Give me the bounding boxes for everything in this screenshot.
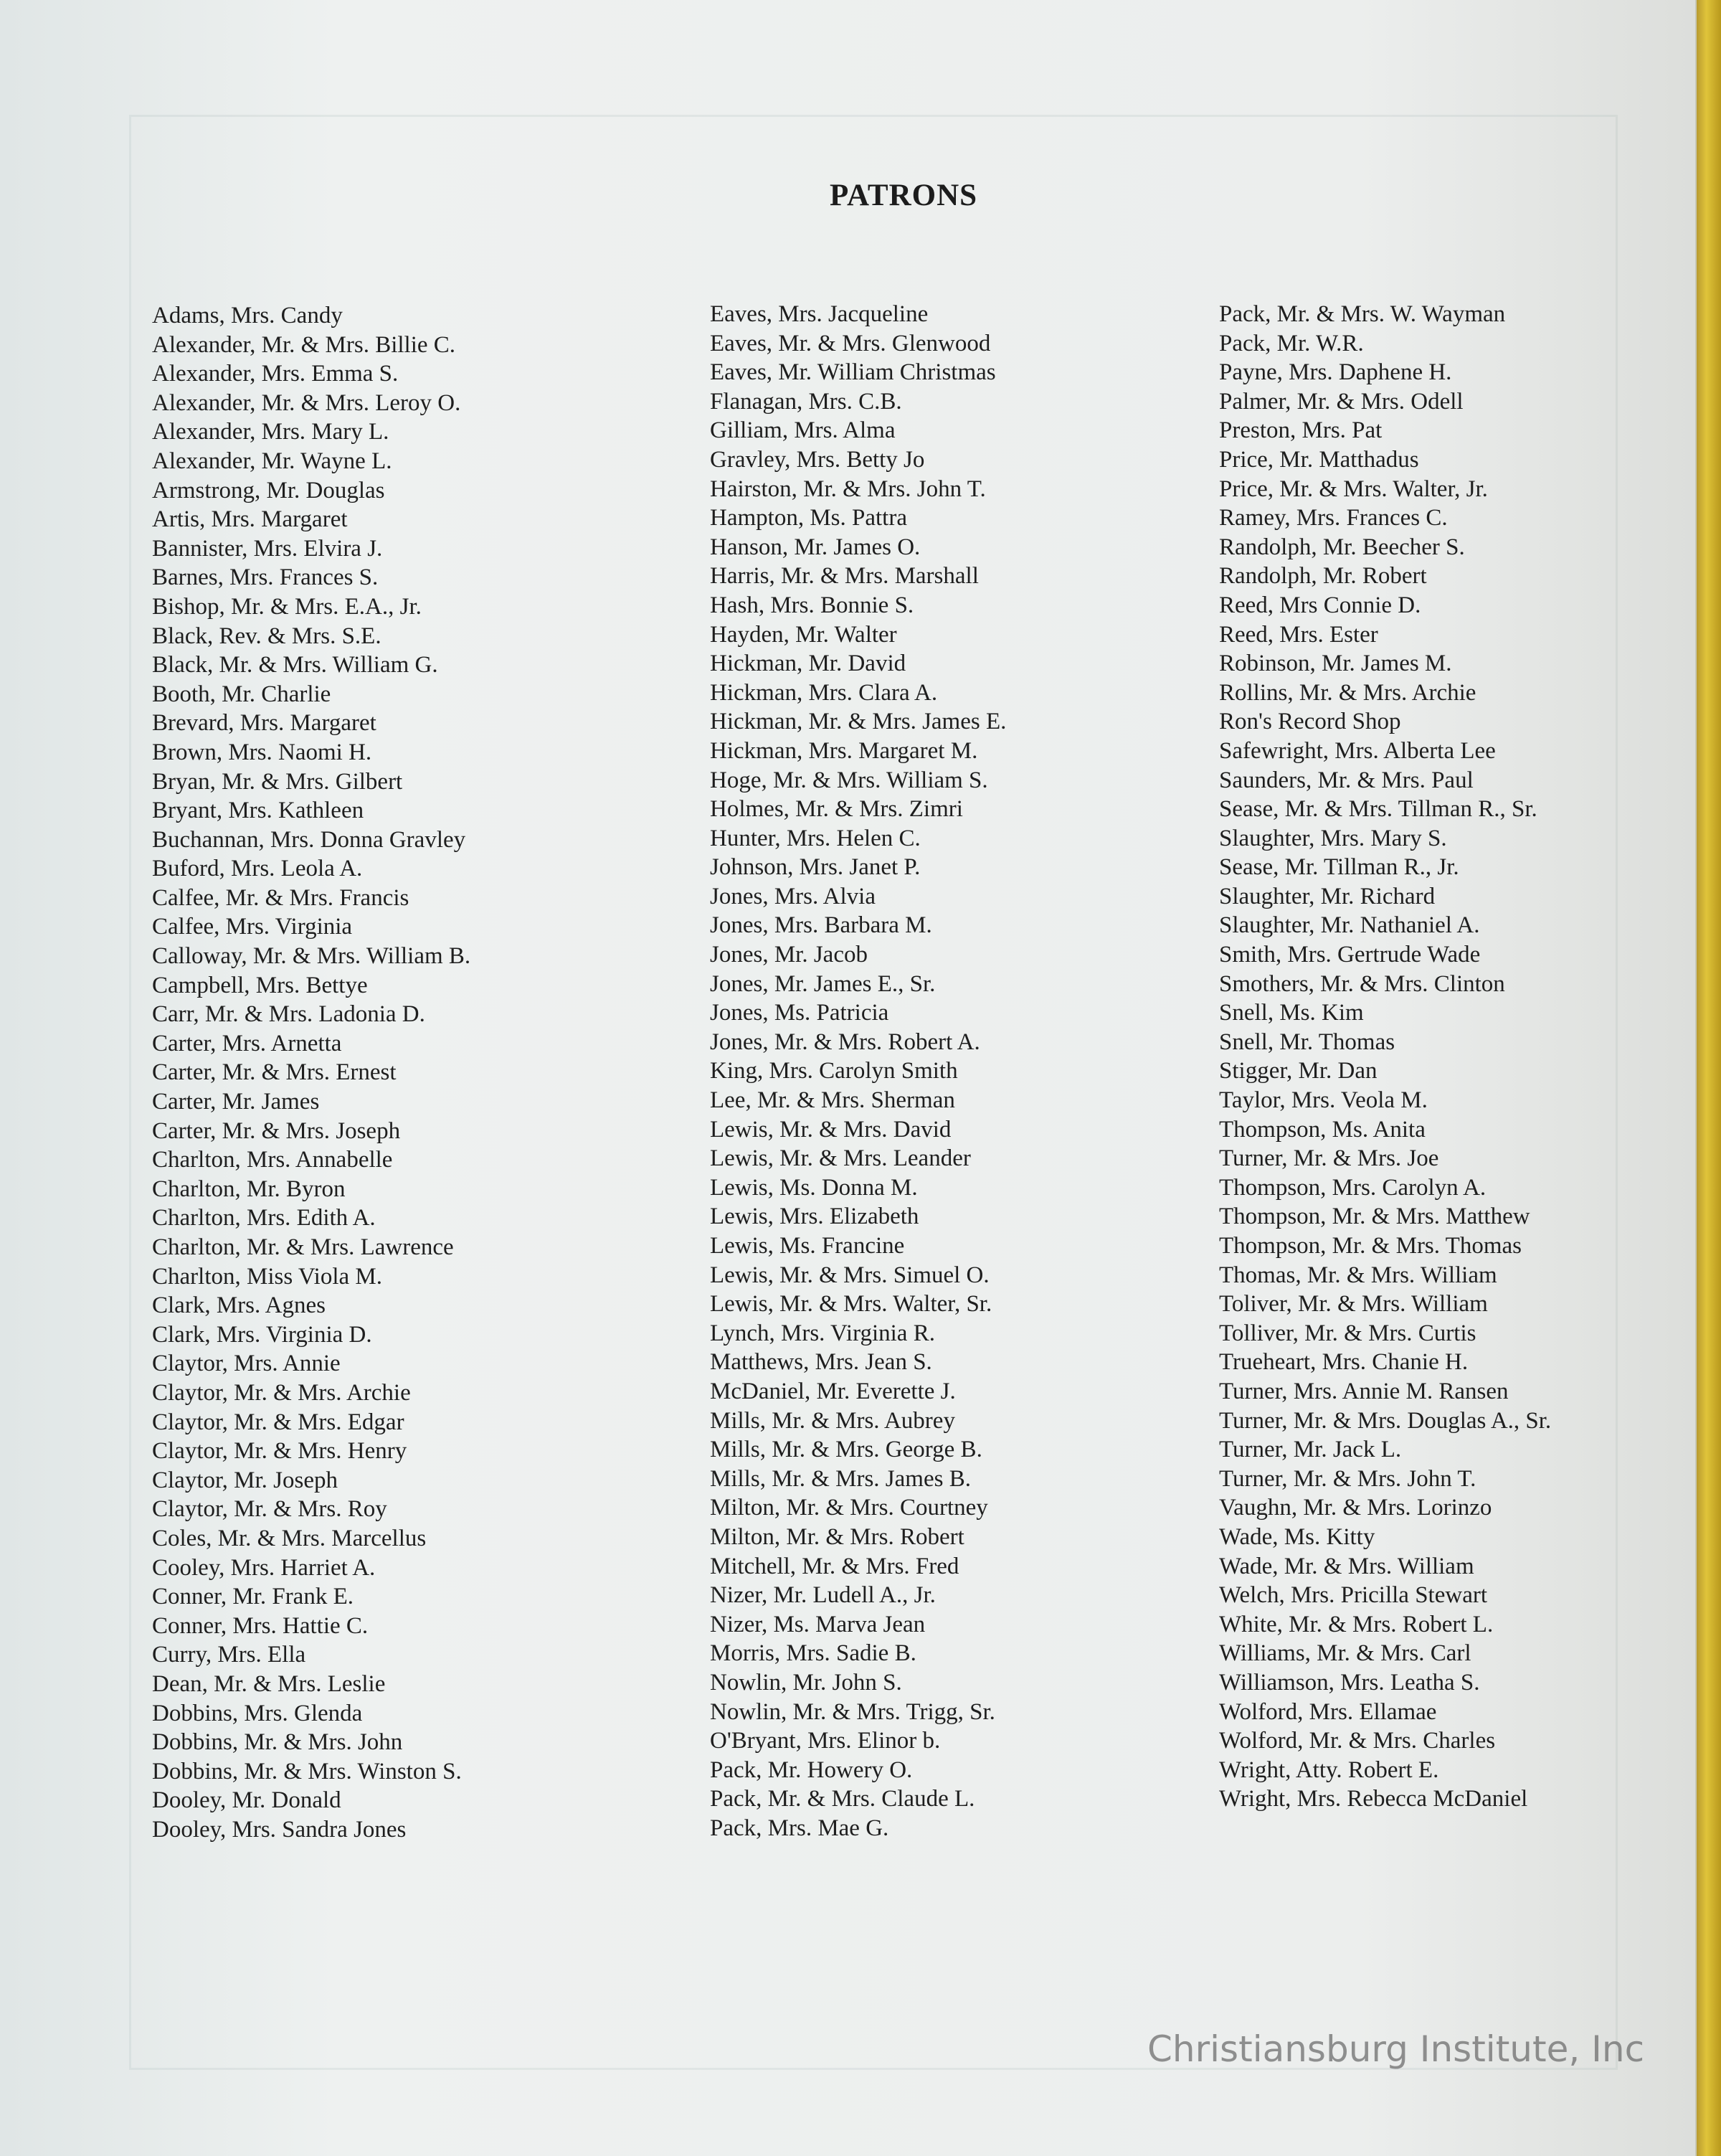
patron-entry: Pack, Mr. Howery O. [710, 1757, 913, 1783]
patron-entry: Alexander, Mrs. Emma S. [152, 361, 399, 387]
patron-entry: Slaughter, Mrs. Mary S. [1219, 825, 1447, 851]
patron-entry: Barnes, Mrs. Frances S. [152, 564, 379, 591]
patron-entry: Adams, Mrs. Candy [152, 303, 343, 328]
patron-entry: Brown, Mrs. Naomi H. [152, 739, 372, 765]
patron-entry: Lewis, Mr. & Mrs. Simuel O. [710, 1262, 990, 1288]
patron-entry: Gilliam, Mrs. Alma [710, 417, 896, 444]
patron-entry: Charlton, Mrs. Annabelle [152, 1147, 393, 1173]
page-title: PATRONS [829, 179, 978, 212]
patron-entry: Bryant, Mrs. Kathleen [152, 798, 364, 824]
patron-entry: Bishop, Mr. & Mrs. E.A., Jr. [152, 593, 422, 620]
patron-entry: Smith, Mrs. Gertrude Wade [1219, 942, 1481, 968]
patron-entry: Eaves, Mrs. Jacqueline [710, 301, 929, 327]
patron-entry: Nowlin, Mr. John S. [710, 1669, 902, 1696]
patron-entry: McDaniel, Mr. Everette J. [710, 1378, 956, 1404]
patron-entry: Lee, Mr. & Mrs. Sherman [710, 1087, 955, 1114]
patron-entry: Claytor, Mr. & Mrs. Henry [152, 1438, 407, 1465]
patron-entry: Toliver, Mr. & Mrs. William [1219, 1291, 1488, 1318]
patron-entry: Williamson, Mrs. Leatha S. [1219, 1669, 1480, 1696]
patron-entry: Mills, Mr. & Mrs. George B. [710, 1437, 982, 1463]
patron-entry: Mitchell, Mr. & Mrs. Fred [710, 1553, 959, 1579]
patron-entry: Hickman, Mr. David [710, 651, 906, 677]
patron-entry: Hunter, Mrs. Helen C. [710, 825, 921, 851]
patron-entry: Alexander, Mr. & Mrs. Leroy O. [152, 389, 461, 416]
patron-entry: Dooley, Mr. Donald [152, 1787, 341, 1814]
patron-entry: Black, Mr. & Mrs. William G. [152, 652, 438, 679]
patron-entry: Hickman, Mrs. Margaret M. [710, 737, 978, 764]
patron-entry: Lewis, Mrs. Elizabeth [710, 1204, 919, 1230]
patron-entry: Lewis, Mr. & Mrs. David [710, 1116, 952, 1143]
patron-entry: Saunders, Mr. & Mrs. Paul [1219, 767, 1474, 793]
patron-entry: Matthews, Mrs. Jean S. [710, 1349, 932, 1376]
patron-entry: Claytor, Mr. & Mrs. Edgar [152, 1409, 404, 1435]
patron-entry: Stigger, Mr. Dan [1219, 1058, 1378, 1084]
patron-entry: Tolliver, Mr. & Mrs. Curtis [1219, 1320, 1476, 1346]
patron-entry: Armstrong, Mr. Douglas [152, 477, 385, 503]
patron-entry: Hickman, Mrs. Clara A. [710, 679, 938, 706]
patron-entry: Conner, Mr. Frank E. [152, 1584, 354, 1610]
patron-entry: Sease, Mr. Tillman R., Jr. [1219, 854, 1459, 881]
patron-entry: Pack, Mrs. Mae G. [710, 1815, 889, 1841]
page-edge [1697, 0, 1721, 2156]
patron-entry: Buford, Mrs. Leola A. [152, 856, 363, 882]
patron-entry: Lewis, Mr. & Mrs. Walter, Sr. [710, 1291, 992, 1318]
patron-entry: Johnson, Mrs. Janet P. [710, 854, 921, 881]
patron-entry: Wolford, Mr. & Mrs. Charles [1219, 1728, 1496, 1754]
patron-entry: Dooley, Mrs. Sandra Jones [152, 1816, 407, 1843]
patron-entry: Turner, Mr. & Mrs. Joe [1219, 1145, 1439, 1172]
patron-entry: Vaughn, Mr. & Mrs. Lorinzo [1219, 1495, 1492, 1521]
patron-entry: O'Bryant, Mrs. Elinor b. [710, 1728, 941, 1754]
patron-entry: Smothers, Mr. & Mrs. Clinton [1219, 970, 1505, 997]
patron-entry: Alexander, Mr. & Mrs. Billie C. [152, 331, 456, 358]
patron-entry: Hairston, Mr. & Mrs. John T. [710, 476, 986, 502]
patron-entry: Payne, Mrs. Daphene H. [1219, 359, 1452, 386]
patron-entry: Wright, Mrs. Rebecca McDaniel [1219, 1786, 1528, 1812]
patron-entry: Milton, Mr. & Mrs. Robert [710, 1523, 964, 1550]
patron-entry: Thompson, Mr. & Mrs. Matthew [1219, 1204, 1530, 1230]
patron-entry: Ron's Record Shop [1219, 709, 1401, 735]
patron-entry: Booth, Mr. Charlie [152, 681, 331, 707]
patron-entry: Reed, Mrs. Ester [1219, 621, 1378, 648]
patron-entry: Turner, Mr. & Mrs. John T. [1219, 1465, 1476, 1492]
patron-entry: Charlton, Mr. & Mrs. Lawrence [152, 1234, 454, 1260]
patron-entry: Snell, Ms. Kim [1219, 1000, 1364, 1026]
patron-entry: Rollins, Mr. & Mrs. Archie [1219, 679, 1476, 706]
patron-entry: Conner, Mrs. Hattie C. [152, 1612, 369, 1639]
patron-entry: Palmer, Mr. & Mrs. Odell [1219, 388, 1464, 415]
patron-entry: Carr, Mr. & Mrs. Ladonia D. [152, 1001, 425, 1028]
patron-entry: Randolph, Mr. Beecher S. [1219, 534, 1465, 560]
patron-entry: Wolford, Mrs. Ellamae [1219, 1698, 1437, 1725]
patron-entry: Wright, Atty. Robert E. [1219, 1757, 1439, 1783]
patron-entry: Price, Mr. & Mrs. Walter, Jr. [1219, 476, 1488, 502]
patron-entry: Jones, Ms. Patricia [710, 1000, 889, 1026]
patron-entry: Curry, Mrs. Ella [152, 1642, 306, 1668]
patron-entry: Morris, Mrs. Sadie B. [710, 1640, 916, 1667]
patron-entry: Alexander, Mrs. Mary L. [152, 419, 389, 445]
patron-entry: Brevard, Mrs. Margaret [152, 710, 376, 737]
patron-entry: Jones, Mr. Jacob [710, 942, 868, 968]
patron-entry: Calloway, Mr. & Mrs. William B. [152, 943, 471, 970]
patron-entry: Wade, Mr. & Mrs. William [1219, 1553, 1474, 1579]
patron-entry: King, Mrs. Carolyn Smith [710, 1058, 958, 1084]
patron-entry: Jones, Mr. James E., Sr. [710, 970, 936, 997]
watermark: Christiansburg Institute, Inc [1147, 2028, 1645, 2070]
patron-entry: Dobbins, Mr. & Mrs. John [152, 1729, 403, 1756]
patron-entry: Wade, Ms. Kitty [1219, 1523, 1375, 1550]
patron-entry: Dobbins, Mr. & Mrs. Winston S. [152, 1758, 462, 1784]
patron-entry: Nizer, Ms. Marva Jean [710, 1611, 926, 1637]
patron-entry: Mills, Mr. & Mrs. Aubrey [710, 1407, 955, 1434]
patron-entry: Thompson, Mrs. Carolyn A. [1219, 1174, 1487, 1201]
patron-column-3 [1219, 300, 1551, 1814]
patron-entry: Taylor, Mrs. Veola M. [1219, 1087, 1428, 1114]
patron-entry: Price, Mr. Matthadus [1219, 446, 1419, 473]
patron-entry: Claytor, Mr. & Mrs. Roy [152, 1496, 387, 1523]
patron-entry: Buchannan, Mrs. Donna Gravley [152, 826, 466, 853]
patron-entry: Coles, Mr. & Mrs. Marcellus [152, 1525, 427, 1551]
patron-entry: Campbell, Mrs. Bettye [152, 972, 368, 998]
patron-entry: Bryan, Mr. & Mrs. Gilbert [152, 768, 403, 795]
patron-entry: Holmes, Mr. & Mrs. Zimri [710, 796, 963, 823]
patron-entry: Carter, Mrs. Arnetta [152, 1030, 342, 1056]
patron-entry: Hayden, Mr. Walter [710, 621, 897, 648]
patron-entry: Snell, Mr. Thomas [1219, 1029, 1395, 1055]
patron-entry: Eaves, Mr. & Mrs. Glenwood [710, 330, 991, 356]
patron-entry: Calfee, Mr. & Mrs. Francis [152, 884, 409, 911]
patron-entry: Jones, Mr. & Mrs. Robert A. [710, 1029, 980, 1055]
patron-entry: Milton, Mr. & Mrs. Courtney [710, 1495, 988, 1521]
patron-entry: Charlton, Miss Viola M. [152, 1263, 383, 1290]
patron-column-2 [710, 300, 1006, 1843]
patron-entry: Claytor, Mr. Joseph [152, 1467, 338, 1493]
patron-entry: Pack, Mr. & Mrs. W. Wayman [1219, 301, 1506, 327]
patron-entry: Hanson, Mr. James O. [710, 534, 921, 560]
patron-entry: Williams, Mr. & Mrs. Carl [1219, 1640, 1471, 1667]
patron-entry: Black, Rev. & Mrs. S.E. [152, 623, 381, 649]
patron-entry: Thomas, Mr. & Mrs. William [1219, 1262, 1497, 1288]
patron-entry: Jones, Mrs. Alvia [710, 883, 876, 909]
patron-entry: Eaves, Mr. William Christmas [710, 359, 996, 386]
patron-entry: Calfee, Mrs. Virginia [152, 914, 353, 940]
patron-entry: Dobbins, Mrs. Glenda [152, 1700, 363, 1726]
patron-entry: Reed, Mrs Connie D. [1219, 592, 1421, 618]
patron-entry: Jones, Mrs. Barbara M. [710, 912, 932, 939]
patron-entry: Charlton, Mrs. Edith A. [152, 1205, 376, 1231]
patron-entry: Carter, Mr. James [152, 1089, 320, 1115]
patron-entry: Alexander, Mr. Wayne L. [152, 448, 392, 474]
patron-entry: Clark, Mrs. Virginia D. [152, 1321, 372, 1348]
patron-entry: Charlton, Mr. Byron [152, 1176, 346, 1202]
patron-entry: Pack, Mr. W.R. [1219, 330, 1364, 356]
patron-entry: Hoge, Mr. & Mrs. William S. [710, 767, 988, 793]
patron-entry: Flanagan, Mrs. C.B. [710, 388, 902, 415]
patron-entry: Bannister, Mrs. Elvira J. [152, 535, 383, 562]
patron-entry: Clark, Mrs. Agnes [152, 1292, 326, 1319]
patron-entry: Dean, Mr. & Mrs. Leslie [152, 1670, 386, 1697]
patron-entry: Trueheart, Mrs. Chanie H. [1219, 1349, 1469, 1376]
patron-entry: Lynch, Mrs. Virginia R. [710, 1320, 935, 1346]
patron-entry: Hash, Mrs. Bonnie S. [710, 592, 914, 618]
patron-entry: Thompson, Mr. & Mrs. Thomas [1219, 1233, 1522, 1259]
patron-entry: Safewright, Mrs. Alberta Lee [1219, 737, 1496, 764]
patron-entry: Nizer, Mr. Ludell A., Jr. [710, 1582, 936, 1609]
patron-entry: Pack, Mr. & Mrs. Claude L. [710, 1786, 975, 1812]
patron-entry: Robinson, Mr. James M. [1219, 651, 1452, 677]
patron-entry: Claytor, Mrs. Annie [152, 1351, 341, 1377]
patron-entry: Gravley, Mrs. Betty Jo [710, 446, 925, 473]
patron-entry: Nowlin, Mr. & Mrs. Trigg, Sr. [710, 1698, 995, 1725]
patron-entry: Cooley, Mrs. Harriet A. [152, 1554, 376, 1581]
patron-entry: Carter, Mr. & Mrs. Ernest [152, 1059, 397, 1086]
patron-entry: Turner, Mr. & Mrs. Douglas A., Sr. [1219, 1407, 1552, 1434]
patron-entry: Welch, Mrs. Pricilla Stewart [1219, 1582, 1488, 1609]
patron-entry: Harris, Mr. & Mrs. Marshall [710, 563, 979, 590]
patron-entry: Claytor, Mr. & Mrs. Archie [152, 1379, 411, 1406]
patron-entry: Mills, Mr. & Mrs. James B. [710, 1465, 971, 1492]
patron-entry: Artis, Mrs. Margaret [152, 506, 348, 533]
patron-entry: Slaughter, Mr. Nathaniel A. [1219, 912, 1480, 939]
patron-entry: White, Mr. & Mrs. Robert L. [1219, 1611, 1494, 1637]
patron-entry: Thompson, Ms. Anita [1219, 1116, 1426, 1143]
patron-entry: Preston, Mrs. Pat [1219, 417, 1383, 444]
patron-entry: Slaughter, Mr. Richard [1219, 883, 1436, 909]
patron-entry: Sease, Mr. & Mrs. Tillman R., Sr. [1219, 796, 1537, 823]
patron-entry: Lewis, Ms. Francine [710, 1233, 905, 1259]
patron-column-1 [152, 301, 470, 1844]
patron-entry: Lewis, Ms. Donna M. [710, 1174, 918, 1201]
patron-entry: Lewis, Mr. & Mrs. Leander [710, 1145, 971, 1172]
patron-entry: Turner, Mrs. Annie M. Ransen [1219, 1378, 1509, 1404]
patron-entry: Hampton, Ms. Pattra [710, 505, 907, 531]
patron-entry: Carter, Mr. & Mrs. Joseph [152, 1117, 401, 1144]
patron-entry: Hickman, Mr. & Mrs. James E. [710, 709, 1007, 735]
patron-entry: Randolph, Mr. Robert [1219, 563, 1427, 590]
patron-entry: Ramey, Mrs. Frances C. [1219, 505, 1448, 531]
patron-entry: Turner, Mr. Jack L. [1219, 1437, 1402, 1463]
